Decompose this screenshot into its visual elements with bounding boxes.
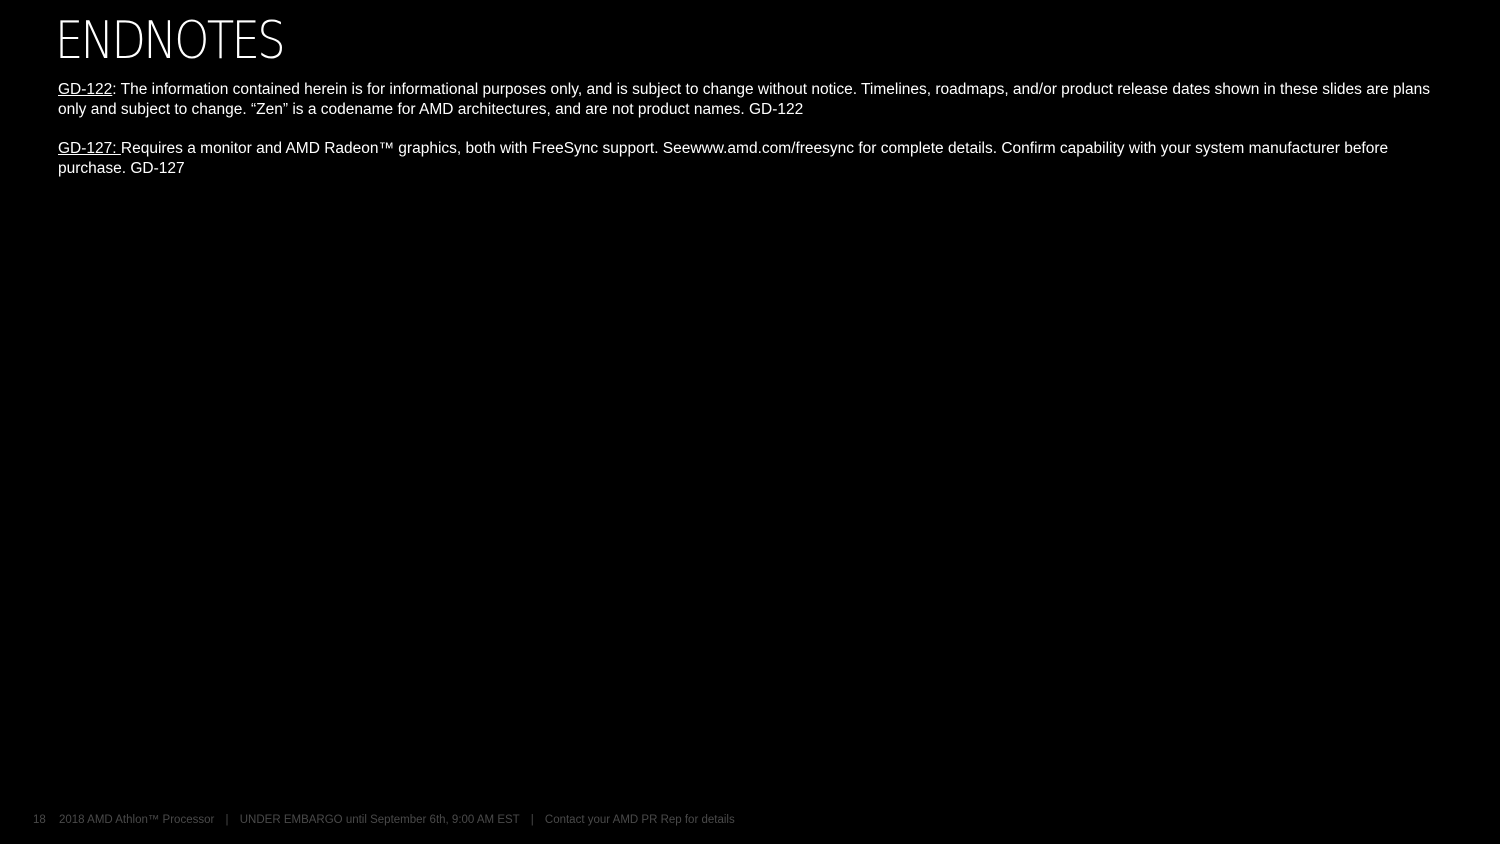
endnote-id-link[interactable]: GD-127: bbox=[58, 140, 121, 157]
page-number: 18 bbox=[33, 814, 46, 826]
footer-contact: Contact your AMD PR Rep for details bbox=[544, 814, 735, 826]
endnote-text: Requires a monitor and AMD Radeon™ graphics, both with FreeSync support. Seewww.amd.com/freesync for complete details. Confirm capability with your system manufacturer before purchase. GD-127 bbox=[58, 140, 1389, 177]
endnote-gd-127 bbox=[58, 139, 1448, 179]
endnote-id-suffix: : bbox=[112, 81, 117, 98]
endnotes-list bbox=[58, 80, 1448, 198]
endnote-gd-122 bbox=[58, 80, 1448, 120]
endnote-id-link[interactable]: GD-122 bbox=[58, 81, 113, 98]
footer-embargo: UNDER EMBARGO until September 6th, 9:00 AM EST bbox=[239, 814, 520, 826]
footer-separator: | bbox=[530, 814, 534, 826]
slide-footer bbox=[33, 814, 735, 826]
footer-product: 2018 AMD Athlon™ Processor bbox=[59, 814, 215, 826]
endnote-text: The information contained herein is for informational purposes only, and is subject to change without notice. Timelines, roadmaps, and/or product release dates shown in these slides are plans only and subject to change. “Zen” is a codename for AMD architectures, and are not product names. GD-122 bbox=[58, 81, 1430, 118]
footer-separator: | bbox=[225, 814, 229, 826]
page-title: ENDNOTES bbox=[55, 11, 284, 71]
